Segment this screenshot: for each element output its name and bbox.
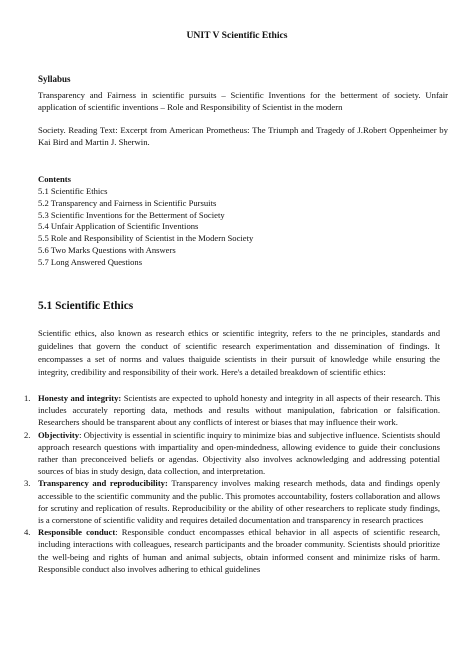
section-title: 5.1 Scientific Ethics bbox=[38, 300, 134, 312]
item-body bbox=[38, 477, 440, 526]
item-text: : Objectivity is essential in scientific inquiry to minimize bias and subjective influence. Scientists should approach research questions with impartiality and open-mindedness, allowing evidence to guide their conclusions rather than preconceived beliefs or agendas. Objectivity also involves acknowledging and addressing potential sources of bias in study design, data collection, and interpretation. bbox=[38, 429, 440, 477]
item-number: 3. bbox=[24, 478, 31, 489]
item-number: 2. bbox=[24, 429, 31, 440]
ethics-item bbox=[24, 526, 440, 575]
ethics-item bbox=[24, 477, 440, 526]
contents-item: 5.1 Scientific Ethics bbox=[38, 186, 108, 196]
ethics-item bbox=[24, 392, 440, 429]
contents-item: 5.2 Transparency and Fairness in Scientific Pursuits bbox=[38, 197, 217, 208]
item-term: Honesty and integrity: bbox=[38, 393, 122, 403]
item-text: : Responsible conduct encompasses ethical behavior in all aspects of scientific research, including interactions with colleagues, research participants and the broader community. Scientists should prioritize the well-being and rights of human and animal subjects, obtain informed consent and minimize risks of harm. Responsible conduct also involves adhering to ethical guidelines bbox=[38, 527, 440, 574]
syllabus-text-continued: Society. Reading Text: Excerpt from American Prometheus: The Triumph and Tragedy of J.Robert Oppenheimer by Kai Bird and Martin J. Sherwin. bbox=[38, 125, 448, 148]
contents-item: 5.3 Scientific Inventions for the Betterment of Society bbox=[38, 209, 225, 220]
contents-heading: Contents bbox=[38, 174, 71, 184]
item-term: Transparency and reproducibility: bbox=[38, 478, 168, 489]
contents-item: 5.4 Unfair Application of Scientific Inventions bbox=[38, 221, 199, 232]
item-number: 1. bbox=[24, 393, 31, 403]
item-term: Responsible conduct bbox=[38, 527, 116, 538]
unit-title: UNIT V Scientific Ethics bbox=[186, 30, 288, 41]
item-text: Transparency involves making research methods, data and findings openly accessible to the scientific community and the public. This promotes accountability, fosters collaboration and allows for scrutiny and replication of results. Reproducibility or the ability of other researchers to replicate study findings, is a cornerstone of scientific validity and requires detailed documentation and transparency in research practices bbox=[38, 478, 440, 526]
contents-item: 5.6 Two Marks Questions with Answers bbox=[38, 244, 176, 255]
ethics-list bbox=[24, 392, 440, 575]
syllabus-text: Transparency and Fairness in scientific pursuits – Scientific Inventions for the betterment of society. Unfair application of scientific inventions – Role and Responsibility of Scientist in the modern bbox=[38, 90, 448, 113]
syllabus-heading: Syllabus bbox=[38, 74, 71, 84]
item-text: Scientists are expected to uphold honesty and integrity in all aspects of their research. This includes accurately reporting data, methods and results without manipulation, fabrication or falsification. Researchers should be transparent about any conflicts of interest or biases that may influence their work. bbox=[38, 393, 441, 428]
contents-list bbox=[38, 186, 253, 269]
ethics-item bbox=[24, 429, 440, 478]
item-number: 4. bbox=[24, 527, 31, 538]
item-term: Objectivity bbox=[38, 429, 80, 440]
contents-item: 5.5 Role and Responsibility of Scientist in the Modern Society bbox=[38, 233, 254, 244]
item-body bbox=[38, 429, 440, 478]
item-body bbox=[38, 392, 440, 429]
section-intro: Scientific ethics, also known as research ethics or scientific integrity, refers to the ne principles, standards and guidelines that govern the conduct of scientific research experimentation and dissemination of findings. It encompasses a set of norms and values thaiguide scientists in their pursuit of knowledge while ensuring the integrity, credibility and responsibility of their work. Here's a detailed breakdown of scientific ethics: bbox=[38, 328, 440, 377]
contents-item: 5.7 Long Answered Questions bbox=[38, 256, 143, 267]
item-body bbox=[38, 526, 440, 575]
